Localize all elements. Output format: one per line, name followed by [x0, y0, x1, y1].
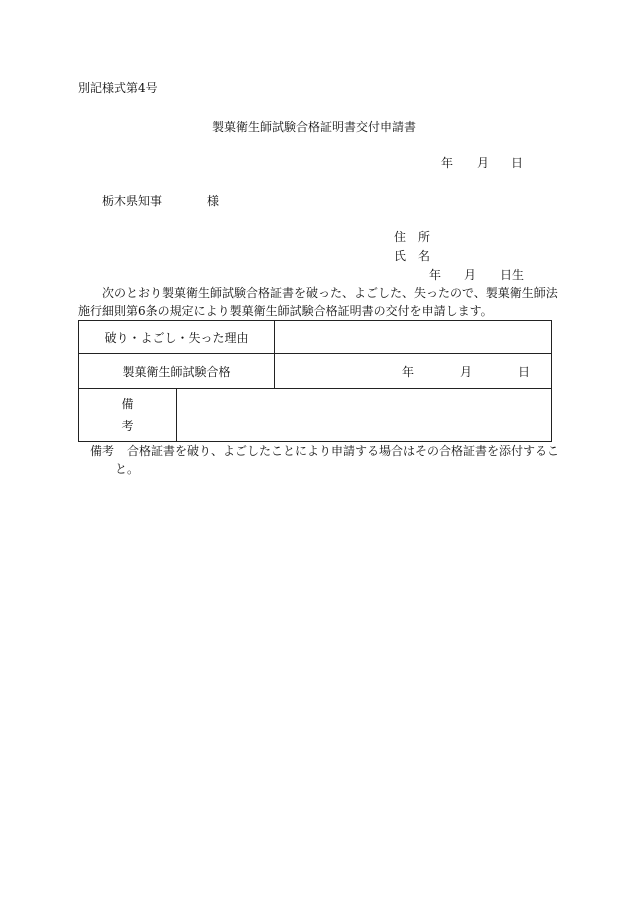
remarks-label-char-2: 考 [121, 419, 134, 433]
birth-day: 日生 [500, 268, 525, 282]
addressee-name: 栃木県知事 [102, 194, 163, 208]
pass-date-field[interactable] [275, 354, 552, 389]
footnote-label: 備考 [90, 444, 115, 458]
reason-label: 破り・よごし・失った理由 [79, 321, 275, 354]
header-date-month: 月 [477, 156, 490, 170]
pass-date-month: 月 [460, 365, 473, 379]
form-number: 別記様式第4号 [78, 81, 158, 95]
pass-label: 製菓衛生師試験合格 [79, 354, 275, 389]
table-row-pass [79, 354, 552, 389]
name-label: 氏 名 [394, 249, 431, 263]
footnote-line-1: 合格証書を破り、よごしたことにより申請する場合はその合格証書を添付するこ [127, 444, 560, 458]
address-label: 住 所 [394, 230, 431, 244]
birth-year: 年 [429, 268, 442, 282]
addressee-honorific: 様 [207, 194, 220, 208]
remarks-label [79, 389, 177, 442]
document-title: 製菓衛生師試験合格証明書交付申請書 [212, 120, 417, 134]
body-line-2: 施行細則第6条の規定により製菓衛生師試験合格証明書の交付を申請します。 [78, 304, 493, 318]
reason-field[interactable] [275, 321, 552, 354]
header-date-day: 日 [511, 156, 524, 170]
table-row-reason [79, 321, 552, 354]
pass-date-year: 年 [402, 365, 415, 379]
remarks-field[interactable] [177, 389, 552, 442]
birth-month: 月 [464, 268, 477, 282]
header-date-year: 年 [441, 156, 454, 170]
body-line-1: 次のとおり製菓衛生師試験合格証書を破った、よごした、失ったので、製菓衛生師法 [102, 286, 558, 300]
remarks-label-char-1: 備 [121, 397, 134, 411]
table-row-remarks [79, 389, 552, 442]
footnote-line-2: と。 [115, 462, 140, 476]
pass-date-day: 日 [518, 365, 531, 379]
application-table [78, 320, 552, 442]
